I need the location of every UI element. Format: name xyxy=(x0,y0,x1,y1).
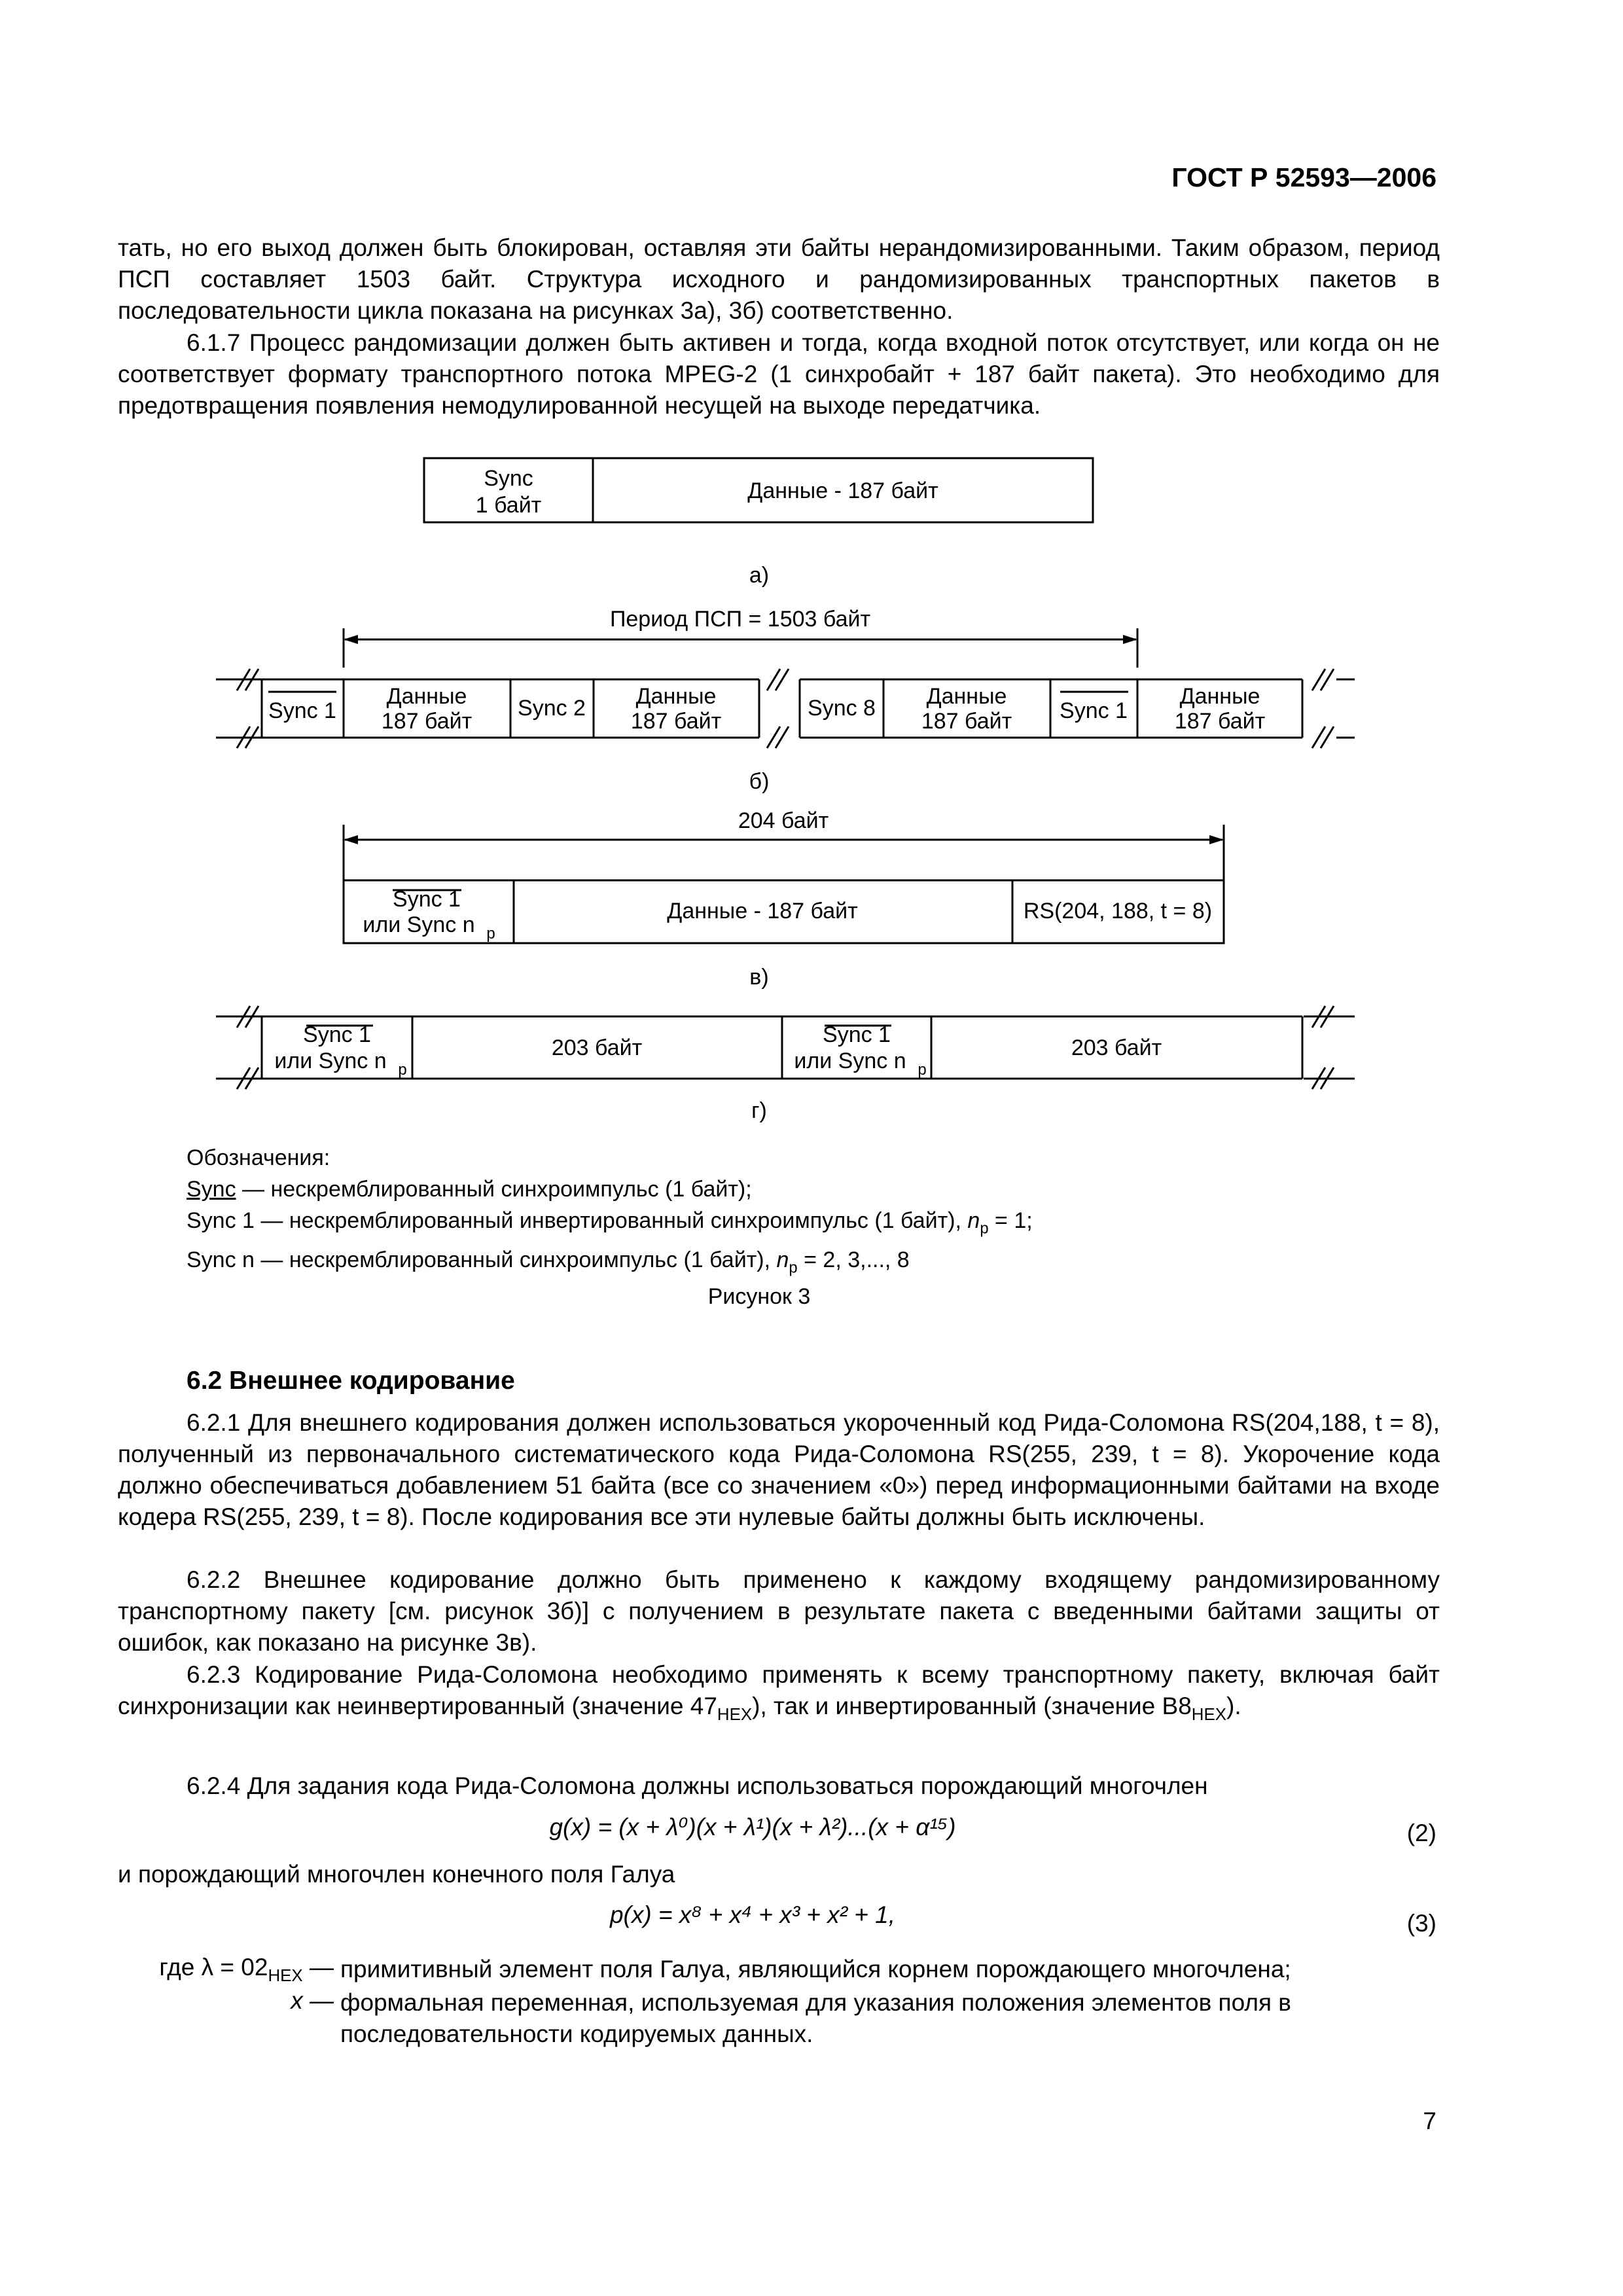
legend-line-1 xyxy=(187,1174,1033,1205)
legend-sync-term: Sync xyxy=(187,1177,236,1202)
legend-line-1-text: — нескремблированный синхроимпульс (1 байт); xyxy=(236,1177,752,1202)
fig-b-data4-l1: Данные xyxy=(1179,684,1260,709)
equation-3-number: (3) xyxy=(1406,1910,1436,1937)
section-title: 6.2 Внешнее кодирование xyxy=(187,1367,515,1395)
fig-a-sync-size: 1 байт xyxy=(475,493,542,518)
fig-b-data3-l1: Данные xyxy=(926,684,1007,709)
paragraph-6-2-1: 6.2.1 Для внешнего кодирования должен использоваться укороченный код Рида-Соломона RS(204,188, t = 8), полученный из первоначального систематического кода Рида-Соломона RS(255, 239, t = 8). Укорочение кода должно обеспечиваться добавлением 51 байта (все со значением «0») перед информационными байтами на входе кодера RS(255, 239, t = 8). После кодирования все эти нулевые байты должны быть исключены. xyxy=(118,1409,1440,1530)
legend-line-2-val: = 1; xyxy=(988,1208,1033,1233)
where-1-lhs xyxy=(118,1954,334,1986)
page-number: 7 xyxy=(1423,2108,1436,2134)
p623-part-b: ), так и инвертированный (значение B8 xyxy=(752,1693,1192,1719)
figure-3-diagram xyxy=(0,445,1623,1139)
fig-c-rs-label: RS(204, 188, t = 8) xyxy=(1023,899,1213,924)
fig-c-sync-l1: Sync 1 xyxy=(393,887,461,912)
legend-line-3-text: Sync n — нескремблированный синхроимпульс (1 байт), xyxy=(187,1247,777,1273)
fig-b-data2-l2: 187 байт xyxy=(630,709,722,734)
fig-d-caption: г) xyxy=(751,1098,767,1123)
fig-a-data-label: Данные - 187 байт xyxy=(747,478,938,503)
paragraph-6-2-2: 6.2.2 Внешнее кодирование должно быть применено к каждому входящему рандомизированному транспортному пакету [см. рисунок 3б)] с получением в результате пакета с введенными байтами защиты от ошибок, как показано на рисунке 3в). xyxy=(118,1566,1440,1656)
legend-line-2-n: n xyxy=(967,1208,980,1233)
fig-b-caption: б) xyxy=(749,769,770,794)
legend-line-3-n: n xyxy=(776,1247,789,1273)
fig-a-caption: а) xyxy=(749,563,770,588)
where-2-rhs: формальная переменная, используемая для указания положения элементов поля в последовательности кодируемых данных. xyxy=(340,1989,1291,2047)
galois-intro: и порождающий многочлен конечного поля Галуа xyxy=(118,1861,675,1888)
hex-sub-1: HEX xyxy=(717,1706,753,1725)
where-1-hex: HEX xyxy=(268,1967,303,1986)
fig-d-sync2-l2: или Sync n xyxy=(794,1049,906,1073)
figure-caption: Рисунок 3 xyxy=(707,1284,811,1309)
hex-sub-2: HEX xyxy=(1191,1706,1227,1725)
intro-paragraph: тать, но его выход должен быть блокирован, оставляя эти байты нерандомизированными. Таким образом, период ПСП составляет 1503 байт. Структура исходного и рандомизированных транспортных пакетов в последовательности цикла показана на рисунках 3а), 3б) соответственно. xyxy=(118,234,1440,324)
p623-part-a: 6.2.3 Кодирование Рида-Соломона необходимо применять к всему транспортному пакету, включая байт синхронизации как неинвертированный (значение 47 xyxy=(118,1661,1440,1719)
where-1-rhs: примитивный элемент поля Галуа, являющийся корнем порождающего многочлена; xyxy=(340,1956,1291,1982)
fig-d-sync2-sub: р xyxy=(918,1061,927,1079)
fig-d-bytes2: 203 байт xyxy=(1071,1035,1162,1060)
p623-part-c: ). xyxy=(1226,1693,1241,1719)
legend-title: Обозначения: xyxy=(187,1145,330,1170)
legend-line-3-sub: р xyxy=(789,1259,798,1277)
paragraph-6-1-7: 6.1.7 Процесс рандомизации должен быть активен и тогда, когда входной поток отсутствует, или когда он не соответствует формату транспортного потока MPEG-2 (1 синхробайт + 187 байт пакета). Это необходимо для предотвращения появления немодулированной несущей на выходе передатчика. xyxy=(118,329,1440,419)
paragraph-6-2-3 xyxy=(118,1659,1440,1731)
fig-b-data1-l2: 187 байт xyxy=(381,709,473,734)
fig-d-sync1-l1: Sync 1 xyxy=(303,1022,371,1047)
fig-c-caption: в) xyxy=(749,965,769,990)
paragraph-6-2-4: 6.2.4 Для задания кода Рида-Соломона должны использоваться порождающий многочлен xyxy=(187,1772,1208,1799)
legend-line-2-sub: р xyxy=(980,1219,989,1238)
fig-c-sync-sub: р xyxy=(486,925,495,942)
legend-line-2 xyxy=(187,1205,1033,1244)
fig-b-data1-l1: Данные xyxy=(386,684,467,709)
legend-line-3-val: = 2, 3,..., 8 xyxy=(797,1247,910,1273)
fig-b-data3-l2: 187 байт xyxy=(921,709,1012,734)
legend-block xyxy=(187,1142,1033,1284)
legend-line-2-text: Sync 1 — нескремблированный инвертированный синхроимпульс (1 байт), xyxy=(187,1208,968,1233)
fig-b-sync1: Sync 1 xyxy=(268,698,336,723)
fig-b-data2-l1: Данные xyxy=(635,684,717,709)
where-1-lhs-a: где λ = 02 xyxy=(159,1954,268,1981)
equation-2-number: (2) xyxy=(1406,1820,1436,1846)
where-2-lhs: x — xyxy=(291,1987,334,2014)
fig-b-sync1-repeat: Sync 1 xyxy=(1060,698,1128,723)
fig-b-data4-l2: 187 байт xyxy=(1174,709,1266,734)
fig-c-length-label: 204 байт xyxy=(738,808,829,833)
fig-d-sync1-l2: или Sync n xyxy=(274,1049,387,1073)
fig-d-bytes1: 203 байт xyxy=(551,1035,643,1060)
fig-c-data-label: Данные - 187 байт xyxy=(667,899,858,924)
fig-c-sync-l2: или Sync n xyxy=(363,912,475,937)
legend-line-3 xyxy=(187,1244,1033,1283)
fig-d-sync1-sub: р xyxy=(398,1061,407,1079)
where-1-lhs-b: — xyxy=(302,1954,334,1981)
equation-2: g(x) = (x + λ⁰)(x + λ¹)(x + λ²)...(x + α¹⁵) xyxy=(549,1814,956,1840)
equation-3: p(x) = x⁸ + x⁴ + x³ + x² + 1, xyxy=(609,1901,896,1928)
fig-b-sync2: Sync 2 xyxy=(518,696,586,721)
fig-b-sync8: Sync 8 xyxy=(808,696,876,721)
fig-b-period-label: Период ПСП = 1503 байт xyxy=(609,607,871,632)
fig-d-sync2-l1: Sync 1 xyxy=(823,1022,891,1047)
fig-a-sync-label: Sync xyxy=(484,466,533,491)
document-number: ГОСТ Р 52593—2006 xyxy=(1171,162,1436,192)
